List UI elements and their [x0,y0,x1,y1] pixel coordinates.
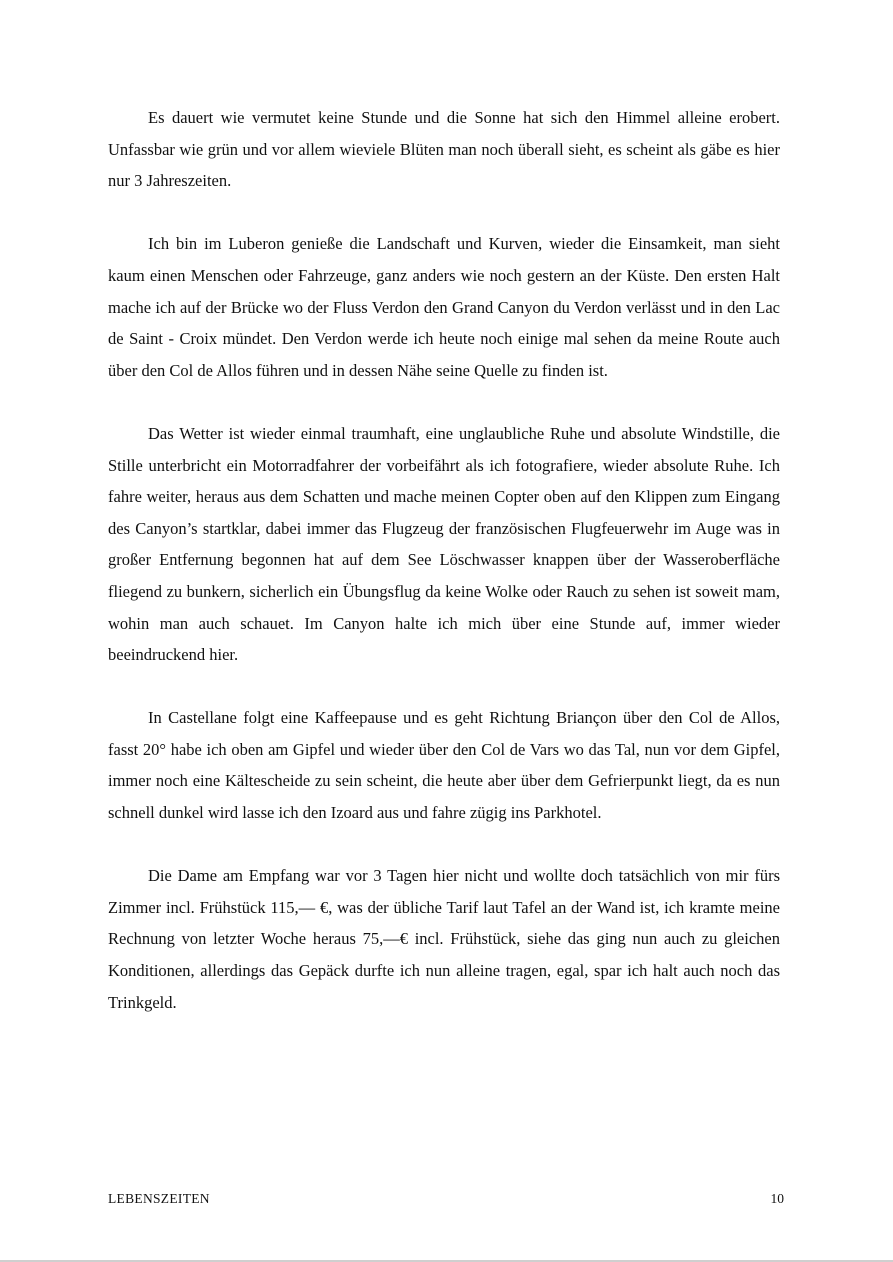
footer-title: LEBENSZEITEN [108,1191,210,1206]
paragraph-3: Das Wetter ist wieder einmal traumhaft, eine unglaubliche Ruhe und absolute Windstille, die Stille unterbricht ein Motorradfahrer der vorbeifährt als ich fotografiere, wieder absolute Ruhe. Ich fahre weiter, heraus aus dem Schatten und mache meinen Copter oben auf den Klippen zum Eingang des Canyon’s startklar, dabei immer das Flugzeug der französischen Flugfeuerwehr im Auge was in großer Entfernung begonnen hat auf dem See Löschwasser knappen über der Wasseroberfläche fliegend zu bunkern, sicherlich ein Übungsflug da keine Wolke oder Rauch zu sehen ist soweit mam, wohin man auch schauet. Im Canyon halte ich mich über eine Stunde auf, immer wieder beeindruckend hier. [108,423,780,665]
paragraph-2: Ich bin im Luberon genieße die Landschaft und Kurven, wieder die Einsamkeit, man sieht kaum einen Menschen oder Fahrzeuge, ganz anders wie noch gestern an der Küste. Den ersten Halt mache ich auf der Brücke wo der Fluss Verdon den Grand Canyon du Verdon verlässt und in den Lac de Saint - Croix mündet. Den Verdon werde ich heute noch einige mal sehen da meine Route auch über den Col de Allos führen und in dessen Nähe seine Quelle zu finden ist. [108,234,780,380]
page-number: 10 [770,1191,784,1206]
paragraph-1: Es dauert wie vermutet keine Stunde und die Sonne hat sich den Himmel alleine erobert. Unfassbar wie grün und vor allem wieviele Blüten man noch überall sieht, es scheint als gäbe es hier nur 3 Jahreszeiten. [108,108,780,191]
paragraph-5: Die Dame am Empfang war vor 3 Tagen hier nicht und wollte doch tatsächlich von mir fürs Zimmer incl. Frühstück 115,— €, was der übliche Tarif laut Tafel an der Wand ist, ich kramte meine Rechnung von letzter Woche heraus 75,—€ incl. Frühstück, siehe das ging nun auch zu gleichen Konditionen, allerdings das Gepäck durfte ich nun alleine tragen, egal, spar ich halt auch noch das Trinkgeld. [108,866,780,1012]
paragraph-4: In Castellane folgt eine Kaffeepause und es geht Richtung Briançon über den Col de Allos, fasst 20° habe ich oben am Gipfel und wieder über den Col de Vars wo das Tal, nun vor dem Gipfel, immer noch eine Kältescheide zu sein scheint, die heute aber über dem Gefrierpunkt liegt, da es nun schnell dunkel wird lasse ich den Izoard aus und fahre zügig ins Parkhotel. [108,708,780,823]
body-text [108,102,780,1018]
